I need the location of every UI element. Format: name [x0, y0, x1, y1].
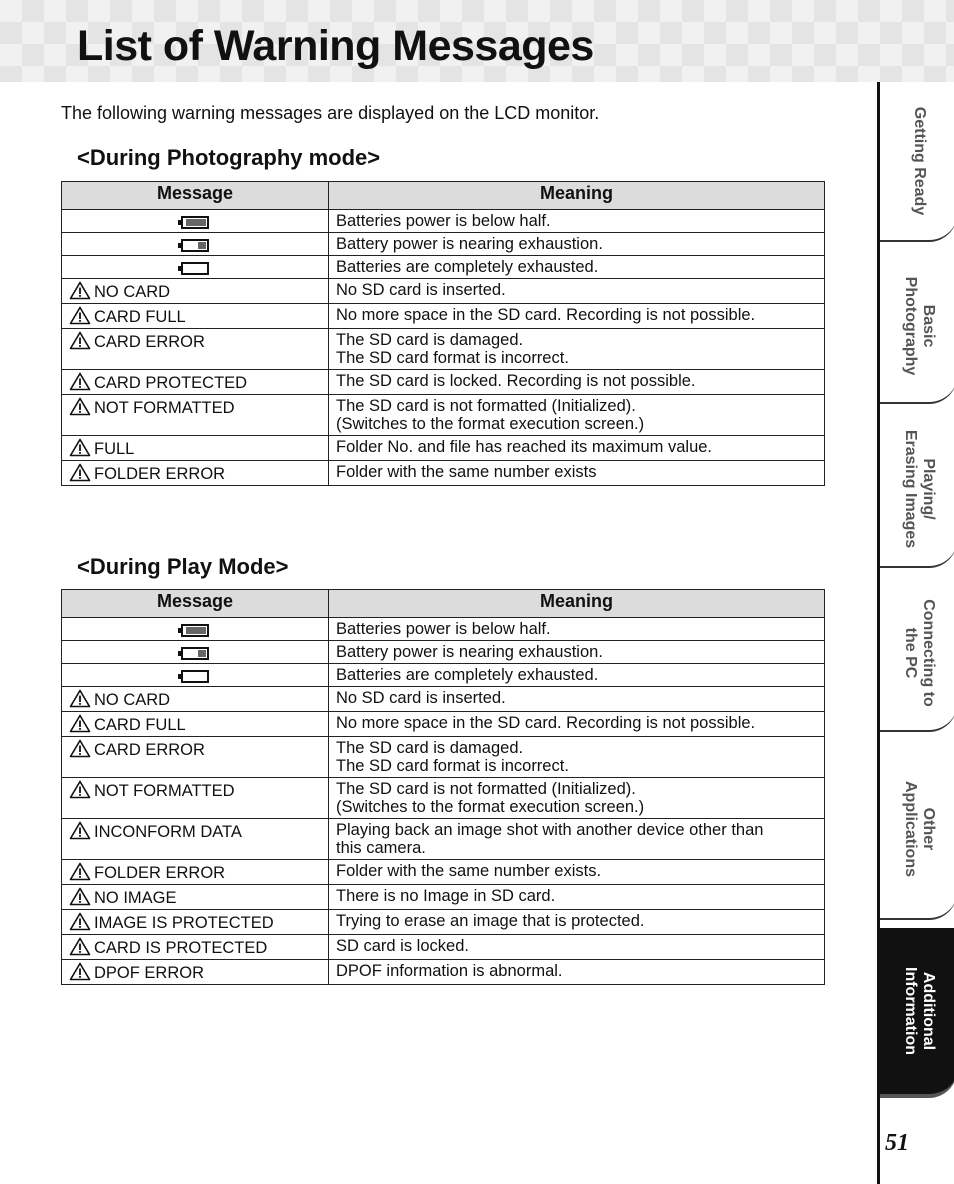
meaning-cell: [329, 664, 825, 687]
message-text: DPOF ERROR: [94, 964, 205, 982]
warning-icon: [69, 962, 91, 981]
page-number: 51: [885, 1130, 909, 1156]
chapter-tab-label: Connecting to the PC: [901, 599, 937, 707]
battery-low-icon: [181, 647, 209, 660]
meaning-text: Trying to erase an image that is protected.: [336, 912, 645, 930]
meaning-text: Batteries power is below half.: [336, 620, 551, 638]
meaning-text: The SD card is damaged. The SD card format is incorrect.: [336, 739, 569, 775]
table-row: [62, 935, 825, 960]
message-cell: [62, 664, 329, 687]
table-row: [62, 737, 825, 778]
meaning-cell: [329, 370, 825, 395]
chapter-tab-5[interactable]: [880, 928, 954, 1098]
chapter-tab-3[interactable]: [880, 576, 954, 732]
warning-icon: [69, 821, 91, 840]
warning-icon: [69, 937, 91, 956]
message-text: NO CARD: [94, 283, 171, 301]
warning-icon: [69, 331, 91, 350]
meaning-text: Folder with the same number exists.: [336, 862, 602, 880]
warning-icon: [69, 689, 91, 708]
table-row: [62, 712, 825, 737]
warning-icon: [69, 739, 91, 758]
battery-empty-icon: [181, 670, 209, 683]
meaning-text: No more space in the SD card. Recording is not possible.: [336, 714, 756, 732]
chapter-tab-label: Other Applications: [901, 780, 937, 878]
table-header-row: [62, 590, 825, 618]
meaning-cell: [329, 885, 825, 910]
meaning-cell: [329, 233, 825, 256]
chapter-tab-2[interactable]: [880, 412, 954, 568]
table-row: [62, 910, 825, 935]
message-cell: [62, 860, 329, 885]
meaning-text: Playing back an image shot with another device other than this camera.: [336, 821, 764, 857]
message-cell: [62, 279, 329, 304]
table-row: [62, 687, 825, 712]
meaning-text: No more space in the SD card. Recording is not possible.: [336, 306, 756, 324]
chapter-tab-1[interactable]: [880, 250, 954, 404]
meaning-cell: [329, 910, 825, 935]
table-row: [62, 885, 825, 910]
meaning-cell: [329, 279, 825, 304]
message-cell: [62, 370, 329, 395]
column-header-meaning: Meaning: [329, 590, 825, 618]
battery-empty-icon: [181, 262, 209, 275]
table-row: [62, 641, 825, 664]
table-row: [62, 210, 825, 233]
table-row: [62, 395, 825, 436]
message-text: NO IMAGE: [94, 889, 177, 907]
message-cell: [62, 395, 329, 436]
chapter-tab-label: Basic Photography: [901, 276, 937, 376]
meaning-text: Batteries are completely exhausted.: [336, 666, 599, 684]
message-text: NOT FORMATTED: [94, 399, 235, 417]
meaning-cell: [329, 960, 825, 985]
meaning-text: No SD card is inserted.: [336, 281, 506, 299]
warning-icon: [69, 912, 91, 931]
table-row: [62, 618, 825, 641]
message-text: FOLDER ERROR: [94, 864, 226, 882]
warning-icon: [69, 372, 91, 391]
meaning-cell: [329, 860, 825, 885]
message-text: CARD IS PROTECTED: [94, 939, 268, 957]
message-text: INCONFORM DATA: [94, 823, 242, 841]
meaning-text: The SD card is locked. Recording is not possible.: [336, 372, 696, 390]
message-text: CARD FULL: [94, 716, 186, 734]
warning-icon: [69, 862, 91, 881]
message-cell: [62, 778, 329, 819]
warning-icon: [69, 463, 91, 482]
message-cell: [62, 687, 329, 712]
message-cell: [62, 233, 329, 256]
table-row: [62, 960, 825, 985]
meaning-text: The SD card is damaged. The SD card format is incorrect.: [336, 331, 569, 367]
message-cell: [62, 960, 329, 985]
message-text: FULL: [94, 440, 135, 458]
message-cell: [62, 618, 329, 641]
message-cell: [62, 819, 329, 860]
meaning-cell: [329, 712, 825, 737]
column-header-message: Message: [62, 182, 329, 210]
meaning-text: Battery power is nearing exhaustion.: [336, 643, 603, 661]
warning-icon: [69, 397, 91, 416]
meaning-cell: [329, 641, 825, 664]
message-text: CARD ERROR: [94, 333, 205, 351]
table-row: [62, 860, 825, 885]
message-cell: [62, 210, 329, 233]
intro-text: The following warning messages are displayed on the LCD monitor.: [61, 103, 600, 123]
meaning-cell: [329, 737, 825, 778]
message-text: CARD PROTECTED: [94, 374, 248, 392]
table-row: [62, 778, 825, 819]
warning-icon: [69, 438, 91, 457]
warning-icon: [69, 281, 91, 300]
meaning-cell: [329, 687, 825, 712]
meaning-cell: [329, 461, 825, 486]
meaning-text: Batteries are completely exhausted.: [336, 258, 599, 276]
chapter-tab-label: Additional Information: [901, 967, 937, 1055]
chapter-tab-4[interactable]: [880, 740, 954, 920]
meaning-cell: [329, 210, 825, 233]
chapter-tab-label: Getting Ready: [910, 106, 928, 216]
table-row: [62, 256, 825, 279]
meaning-text: The SD card is not formatted (Initialized). (Switches to the format execution screen.): [336, 397, 645, 433]
message-text: CARD ERROR: [94, 741, 205, 759]
meaning-cell: [329, 819, 825, 860]
warning-icon: [69, 887, 91, 906]
column-header-message: Message: [62, 590, 329, 618]
meaning-text: Folder with the same number exists: [336, 463, 597, 481]
message-cell: [62, 256, 329, 279]
table-row: [62, 819, 825, 860]
table-row: [62, 329, 825, 370]
photo-warning-table: [61, 181, 825, 486]
meaning-cell: [329, 935, 825, 960]
message-cell: [62, 329, 329, 370]
meaning-cell: [329, 618, 825, 641]
message-text: CARD FULL: [94, 308, 186, 326]
column-header-meaning: Meaning: [329, 182, 825, 210]
photo-section-title: <During Photography mode>: [77, 145, 381, 170]
chapter-tab-0[interactable]: [880, 82, 954, 242]
meaning-text: SD card is locked.: [336, 937, 469, 955]
message-cell: [62, 304, 329, 329]
message-cell: [62, 935, 329, 960]
meaning-cell: [329, 395, 825, 436]
message-cell: [62, 641, 329, 664]
meaning-cell: [329, 329, 825, 370]
message-text: NO CARD: [94, 691, 171, 709]
meaning-cell: [329, 778, 825, 819]
warning-icon: [69, 780, 91, 799]
message-text: FOLDER ERROR: [94, 465, 226, 483]
message-cell: [62, 885, 329, 910]
table-header-row: [62, 182, 825, 210]
warning-icon: [69, 306, 91, 325]
message-text: NOT FORMATTED: [94, 782, 235, 800]
table-row: [62, 370, 825, 395]
battery-half-icon: [181, 216, 209, 229]
message-cell: [62, 737, 329, 778]
table-row: [62, 304, 825, 329]
table-row: [62, 436, 825, 461]
table-row: [62, 461, 825, 486]
meaning-cell: [329, 436, 825, 461]
chapter-tab-label: Playing/ Erasing Images: [901, 429, 937, 549]
message-text: IMAGE IS PROTECTED: [94, 914, 274, 932]
chapter-tabs: [877, 82, 954, 1184]
play-table-body: [62, 618, 825, 985]
message-cell: [62, 461, 329, 486]
meaning-text: No SD card is inserted.: [336, 689, 506, 707]
meaning-text: DPOF information is abnormal.: [336, 962, 563, 980]
meaning-text: Batteries power is below half.: [336, 212, 551, 230]
meaning-text: There is no Image in SD card.: [336, 887, 556, 905]
play-warning-table: [61, 589, 825, 985]
photo-table-body: [62, 210, 825, 486]
table-row: [62, 664, 825, 687]
meaning-text: The SD card is not formatted (Initialized). (Switches to the format execution screen.): [336, 780, 645, 816]
message-cell: [62, 910, 329, 935]
meaning-cell: [329, 256, 825, 279]
message-cell: [62, 436, 329, 461]
battery-half-icon: [181, 624, 209, 637]
table-row: [62, 279, 825, 304]
warning-icon: [69, 714, 91, 733]
page-title: List of Warning Messages: [77, 22, 594, 70]
meaning-text: Battery power is nearing exhaustion.: [336, 235, 603, 253]
table-row: [62, 233, 825, 256]
battery-low-icon: [181, 239, 209, 252]
meaning-text: Folder No. and file has reached its maximum value.: [336, 438, 713, 456]
meaning-cell: [329, 304, 825, 329]
play-section-title: <During Play Mode>: [77, 554, 289, 579]
message-cell: [62, 712, 329, 737]
